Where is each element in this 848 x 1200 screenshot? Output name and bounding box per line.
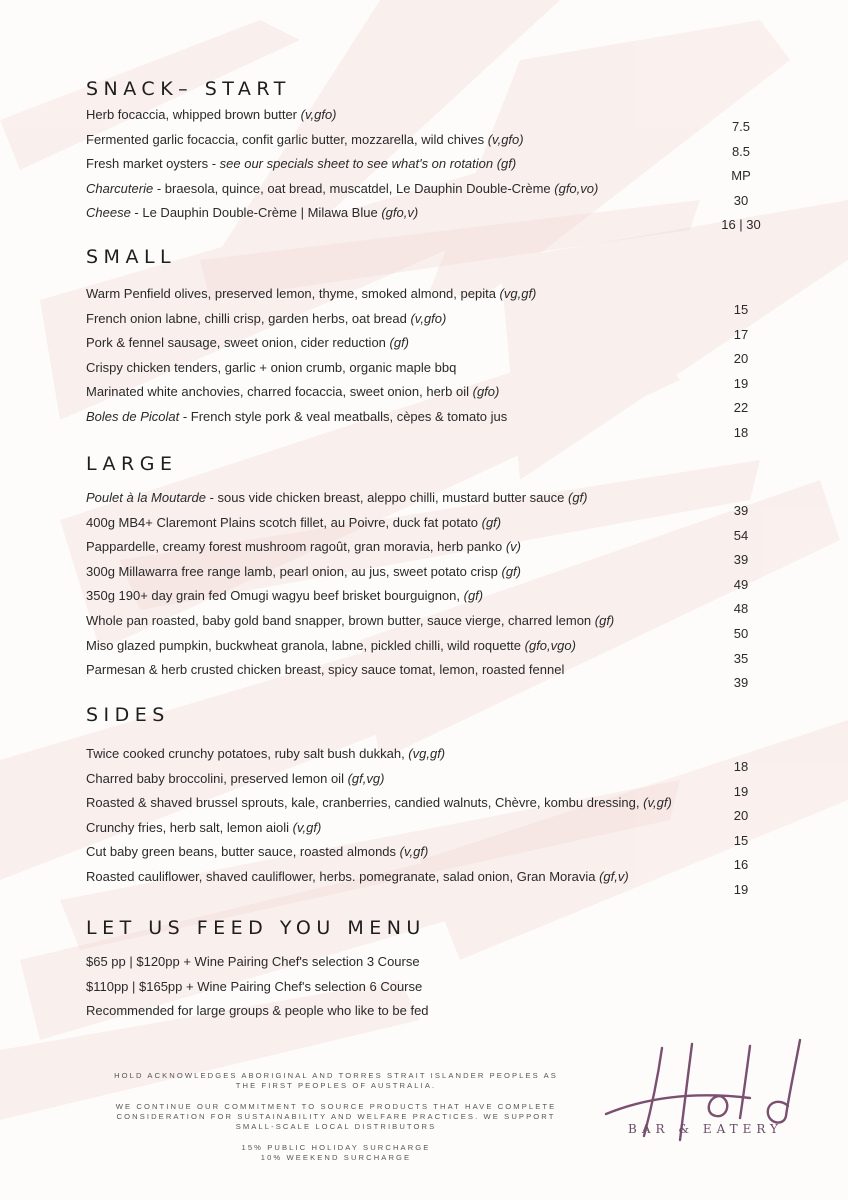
price: 20 [733, 351, 749, 367]
snack-prices [716, 115, 766, 238]
menu-item: Crispy chicken tenders, garlic + onion crumb, organic maple bbq [86, 359, 457, 375]
menu-item: Marinated white anchovies, charred focaccia, sweet onion, herb oil (gfo) [86, 384, 500, 400]
price: 30 [733, 192, 749, 208]
price: 39 [733, 675, 749, 691]
menu-item: Whole pan roasted, baby gold band snapper, brown butter, sauce vierge, charred lemon (gf) [86, 612, 615, 628]
surcharge-note: 15% PUBLIC HOLIDAY SURCHARGE 10% WEEKEND SURCHARGE [241, 1143, 431, 1162]
menu-item: Pappardelle, creamy forest mushroom ragoût, gran moravia, herb panko (v) [86, 539, 521, 555]
small-prices [716, 298, 766, 446]
section-title-large: LARGE [86, 453, 178, 475]
price: 20 [733, 808, 749, 824]
price: 50 [733, 625, 749, 641]
menu-item: 350g 190+ day grain fed Omugi wagyu beef brisket bourguignon, (gf) [86, 588, 484, 604]
menu-item: Roasted & shaved brussel sprouts, kale, cranberries, candied walnuts, Chèvre, kombu dressing, (v,gf) [86, 795, 672, 811]
price: MP [731, 168, 751, 184]
menu-item: Fresh market oysters - see our specials sheet to see what's on rotation (gf) [86, 156, 517, 172]
price: 17 [733, 326, 749, 342]
large-items [86, 486, 726, 683]
price: 19 [733, 881, 749, 897]
price: 8.5 [731, 143, 751, 159]
feed-line: Recommended for large groups & people who like to be fed [86, 1003, 429, 1019]
snack-items [86, 103, 726, 226]
menu-item: Cut baby green beans, butter sauce, roasted almonds (v,gf) [86, 844, 429, 860]
price: 39 [733, 552, 749, 568]
menu-item: Boles de Picolat - French style pork & veal meatballs, cèpes & tomato jus [86, 408, 508, 424]
section-title-feed: LET US FEED YOU MENU [86, 917, 426, 939]
menu-item: Crunchy fries, herb salt, lemon aioli (v,gf) [86, 819, 322, 835]
sides-prices [716, 755, 766, 903]
acknowledgement: HOLD ACKNOWLEDGES ABORIGINAL AND TORRES STRAIT ISLANDER PEOPLES AS THE FIRST PEOPLES OF AUSTRALIA. [114, 1071, 558, 1090]
menu-item: French onion labne, chilli crisp, garden herbs, oat bread (v,gfo) [86, 310, 447, 326]
logo-subtitle: BAR & EATERY [628, 1122, 783, 1136]
price: 54 [733, 527, 749, 543]
price: 15 [733, 302, 749, 317]
menu-item: Charcuterie - braesola, quince, oat bread, muscatdel, Le Dauphin Double-Crème (gfo,vo) [86, 180, 599, 196]
price: 19 [733, 375, 749, 391]
menu-item: Herb focaccia, whipped brown butter (v,gfo) [86, 107, 337, 122]
menu-item: Pork & fennel sausage, sweet onion, cider reduction (gf) [86, 335, 410, 351]
feed-line: $110pp | $165pp + Wine Pairing Chef's selection 6 Course [86, 978, 423, 994]
price: 7.5 [731, 119, 751, 134]
menu-item: Cheese - Le Dauphin Double-Crème | Milawa Blue (gfo,v) [86, 205, 419, 221]
price: 16 [733, 857, 749, 873]
menu-item: Parmesan & herb crusted chicken breast, spicy sauce tomat, lemon, roasted fennel [86, 662, 565, 678]
menu-item: Fermented garlic focaccia, confit garlic butter, mozzarella, wild chives (v,gfo) [86, 131, 524, 147]
price: 39 [733, 503, 749, 518]
price: 18 [733, 424, 749, 440]
section-title-small: SMALL [86, 246, 177, 268]
price: 19 [733, 783, 749, 799]
menu-item: Roasted cauliflower, shaved cauliflower, herbs. pomegranate, salad onion, Gran Moravia (gf,v) [86, 868, 629, 884]
feed-lines [86, 950, 726, 1024]
menu-item: Twice cooked crunchy potatoes, ruby salt bush dukkah, (vg,gf) [86, 746, 446, 761]
menu-item: 400g MB4+ Claremont Plains scotch fillet, au Poivre, duck fat potato (gf) [86, 514, 502, 530]
menu-item: Miso glazed pumpkin, buckwheat granola, labne, pickled chilli, wild roquette (gfo,vgo) [86, 637, 576, 653]
section-title-sides: SIDES [86, 704, 170, 726]
small-items [86, 282, 726, 430]
price: 22 [733, 400, 749, 416]
feed-line: $65 pp | $120pp + Wine Pairing Chef's selection 3 Course [86, 954, 420, 969]
price: 15 [733, 832, 749, 848]
sustainability-note: WE CONTINUE OUR COMMITMENT TO SOURCE PRODUCTS THAT HAVE COMPLETE CONSIDERATION FOR SUSTAINABILITY AND WELFARE PRACTICES. WE SUPPORT SMALL-SCALE LOCAL DISTRIBUTORS [115, 1102, 557, 1131]
menu-item: 300g Millawarra free range lamb, pearl onion, au jus, sweet potato crisp (gf) [86, 563, 521, 579]
sides-items [86, 742, 726, 890]
menu-item: Poulet à la Moutarde - sous vide chicken breast, aleppo chilli, mustard butter sauce (gf) [86, 490, 588, 505]
price: 16 | 30 [721, 217, 761, 233]
price: 35 [733, 650, 749, 666]
price: 48 [733, 601, 749, 617]
large-prices [716, 499, 766, 696]
section-title-snack: SNACK– START [86, 78, 291, 100]
footer-notes [86, 1071, 586, 1174]
price: 18 [733, 759, 749, 774]
menu-item: Charred baby broccolini, preserved lemon oil (gf,vg) [86, 770, 385, 786]
price: 49 [733, 576, 749, 592]
menu-item: Warm Penfield olives, preserved lemon, thyme, smoked almond, pepita (vg,gf) [86, 286, 537, 301]
